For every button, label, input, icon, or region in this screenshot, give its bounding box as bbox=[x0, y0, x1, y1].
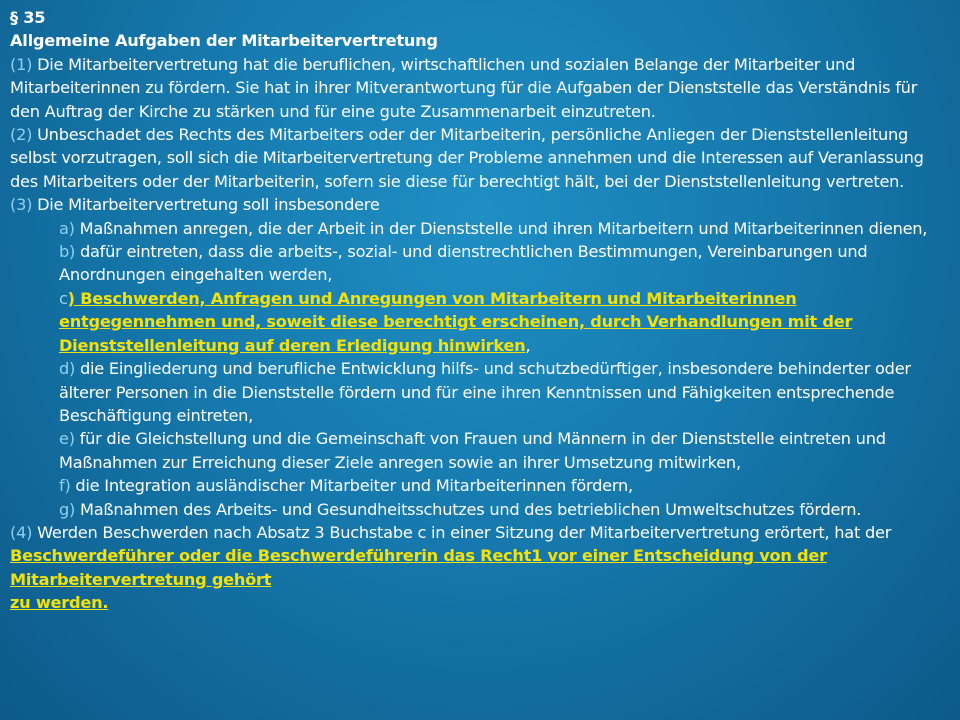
list-item-b-text: dafür eintreten, dass die arbeits-, sozial- und dienstrechtlichen Bestimmungen, Vereinbarungen und Anordnungen eingehalten werden, bbox=[59, 242, 868, 285]
list-item-d-text: die Eingliederung und berufliche Entwicklung hilfs- und schutzbedürftiger, insbesondere behinderter oder älterer Personen in die Dienststelle fördern und für eine ihren Kenntnissen und Fähigkeiten entsprechende Beschäftigung eintreten, bbox=[59, 359, 911, 425]
paragraph-4-text: Werden Beschwerden nach Absatz 3 Buchstabe c in einer Sitzung der Mitarbeitervertretung erörtert, hat der bbox=[32, 522, 892, 542]
paragraph-4-marker: (4) bbox=[10, 522, 33, 542]
list-item-c-marker: c bbox=[59, 288, 68, 308]
paragraph-3-text: Die Mitarbeitervertretung soll insbesondere bbox=[32, 195, 380, 215]
slide-body bbox=[10, 6, 940, 615]
list-item-a bbox=[59, 217, 940, 240]
paragraph-4-link-1[interactable]: Beschwerdeführer oder die Beschwerdeführerin das Recht1 vor einer Entscheidung von der Mitarbeitervertretung gehört bbox=[10, 546, 827, 589]
list-item-g-text: Maßnahmen des Arbeits- und Gesundheitsschutzes und des betrieblichen Umweltschutzes fördern. bbox=[75, 499, 862, 519]
list-item-a-marker: a) bbox=[59, 218, 75, 238]
paragraph-2-text: Unbeschadet des Rechts des Mitarbeiters oder der Mitarbeiterin, persönliche Anliegen der Dienststellenleitung selbst vorzutragen, soll sich die Mitarbeitervertretung der Probleme annehmen und die Interessen auf Veranlassung des Mitarbeiters oder der Mitarbeiterin, sofern sie diese für berechtigt hält, bei der Dienststellenleitung vertreten. bbox=[10, 125, 924, 191]
list-item-f-text: die Integration ausländischer Mitarbeiter und Mitarbeiterinnen fördern, bbox=[70, 476, 633, 496]
section-title: Allgemeine Aufgaben der Mitarbeitervertretung bbox=[10, 31, 438, 51]
list-item-d-marker: d) bbox=[59, 359, 76, 379]
list-item-b-marker: b) bbox=[59, 242, 76, 262]
list-item-c bbox=[59, 287, 940, 357]
paragraph-1 bbox=[10, 53, 940, 123]
paragraph-1-text: Die Mitarbeitervertretung hat die beruflichen, wirtschaftlichen und sozialen Belange der Mitarbeiter und Mitarbeiterinnen zu fördern. Sie hat in ihrer Mitverantwortung für die Aufgaben der Dienststelle das Verständnis für den Auftrag der Kirche zu stärken und für eine gute Zusammenarbeit einzutreten. bbox=[10, 54, 918, 121]
paragraph-3-marker: (3) bbox=[10, 195, 33, 215]
list-item-c-after: , bbox=[525, 335, 531, 355]
list-item-e bbox=[59, 427, 940, 474]
section-number: § 35 bbox=[10, 8, 46, 27]
list-item-d bbox=[59, 357, 940, 427]
list-item-c-link[interactable]: ) Beschwerden, Anfragen und Anregungen von Mitarbeitern und Mitarbeiterinnen entgegennehmen und, soweit diese berechtigt erscheinen, durch Verhandlungen mit der Dienststellenleitung auf deren Erledigung hinwirken bbox=[59, 288, 853, 355]
paragraph-3 bbox=[10, 193, 940, 216]
list-item-a-text: Maßnahmen anregen, die der Arbeit in der Dienststelle und ihren Mitarbeitern und Mitarbeiterinnen dienen, bbox=[74, 218, 928, 238]
paragraph-2-marker: (2) bbox=[10, 125, 33, 145]
list-item-b bbox=[59, 240, 940, 287]
paragraph-4-link-2[interactable]: zu werden. bbox=[10, 593, 109, 613]
list-item-g bbox=[59, 498, 940, 521]
list-item-f bbox=[59, 474, 940, 497]
list-item-f-marker: f) bbox=[59, 476, 71, 496]
list-item-g-marker: g) bbox=[59, 499, 76, 519]
paragraph-4-continuation bbox=[10, 591, 940, 614]
list-item-e-text: für die Gleichstellung und die Gemeinschaft von Frauen und Männern in der Dienststelle eintreten und Maßnahmen zur Erreichung dieser Ziele anregen sowie an ihrer Umsetzung mitwirken, bbox=[59, 429, 886, 472]
paragraph-2 bbox=[10, 123, 940, 193]
list-item-e-marker: e) bbox=[59, 429, 75, 449]
paragraph-4 bbox=[10, 521, 940, 591]
paragraph-1-marker: (1) bbox=[10, 54, 33, 74]
